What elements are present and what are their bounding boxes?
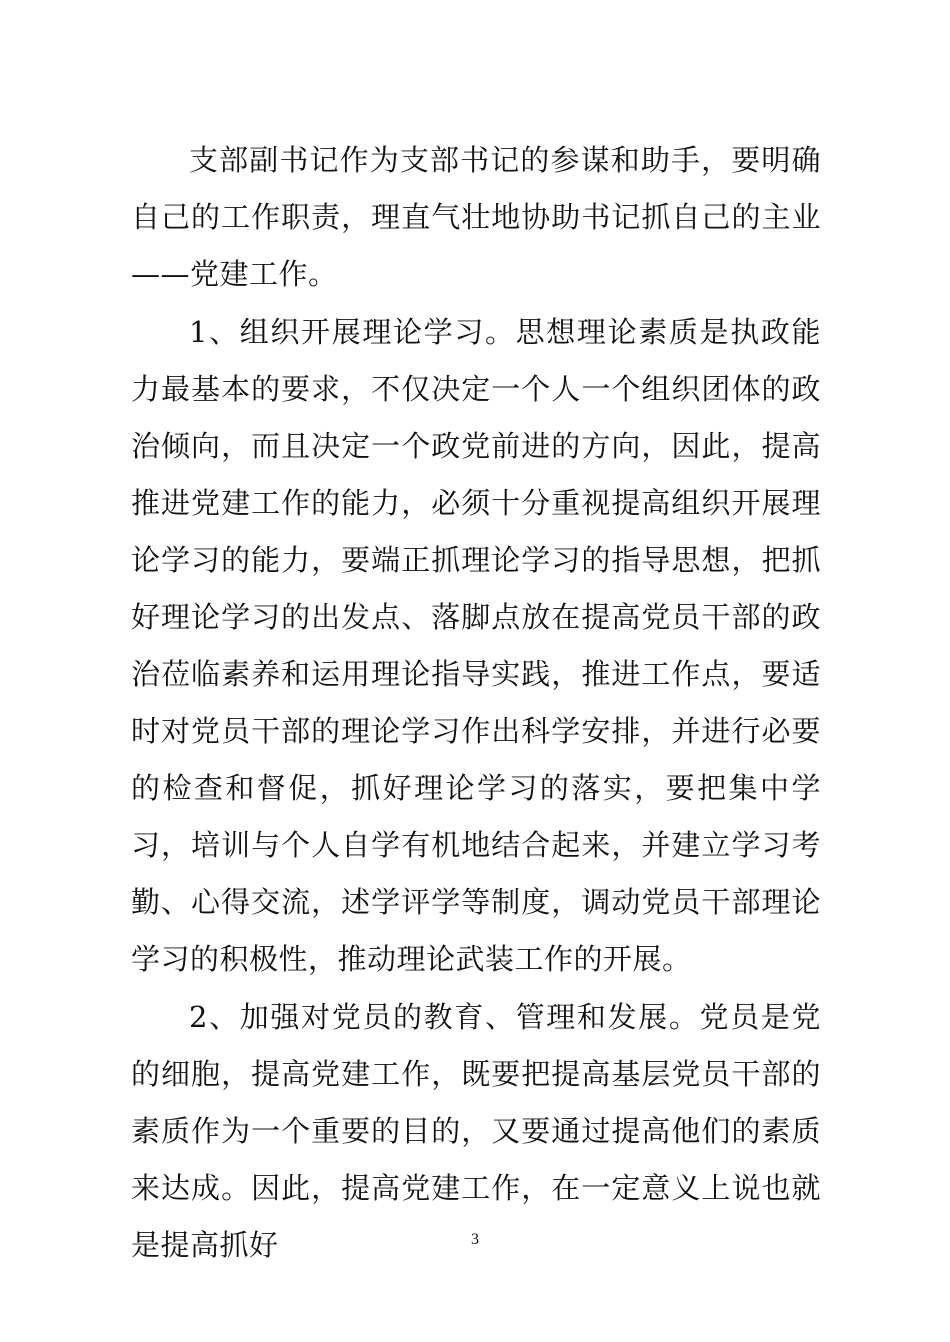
paragraph-member-education: 2、加强对党员的教育、管理和发展。党员是党的细胞，提高党建工作，既要把提高基层党员干部的素质作为一个重要的目的，又要通过提高他们的素质来达成。因此，提高党建工作，在一定意义上说也就是提高抓好	[131, 1000, 821, 1262]
document-body	[131, 132, 821, 1275]
page-number: 3	[471, 1231, 479, 1248]
paragraph-theory-study: 1、组织开展理论学习。思想理论素质是执政能力最基本的要求，不仅决定一个人一个组织团体的政治倾向，而且决定一个政党前进的方向，因此，提高推进党建工作的能力，必须十分重视提高组织开展理论学习的能力，要端正抓理论学习的指导思想，把抓好理论学习的出发点、落脚点放在提高党员干部的政治莅临素养和运用理论指导实践，推进工作点，要适时对党员干部的理论学习作出科学安排，并进行必要的检查和督促，抓好理论学习的落实，要把集中学习，培训与个人自学有机地结合起来，并建立学习考勤、心得交流，述学评学等制度，调动党员干部理论学习的积极性，推动理论武装工作的开展。	[131, 315, 821, 976]
paragraph-intro: 支部副书记作为支部书记的参谋和助手，要明确自己的工作职责，理直气壮地协助书记抓自己的主业——党建工作。	[131, 143, 821, 291]
